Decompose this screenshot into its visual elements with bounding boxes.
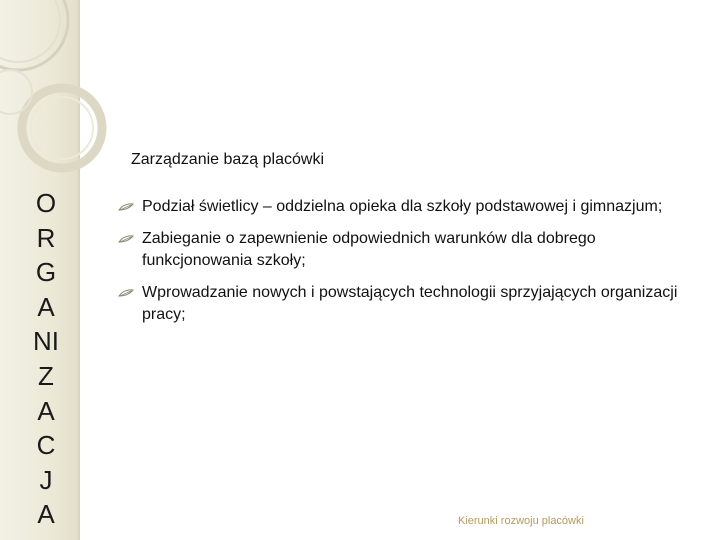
bullet-item: [118, 282, 678, 326]
vertical-letter: A: [37, 499, 55, 530]
bullet-text: Podział świetlicy – oddzielna opieka dla szkoły podstawowej i gimnazjum;: [142, 198, 663, 215]
vertical-word-organizacja: [24, 186, 68, 532]
vertical-letter: Z: [38, 360, 54, 391]
bullet-text: Wprowadzanie nowych i powstających technologii sprzyjających organizacji pracy;: [142, 284, 678, 323]
vertical-letter: G: [35, 257, 57, 288]
footer-text: Kierunki rozwoju placówki: [458, 515, 584, 527]
bullet-item: [118, 196, 678, 218]
vertical-letter: A: [37, 395, 55, 426]
vertical-letter: J: [39, 464, 53, 495]
vertical-letter: A: [37, 291, 55, 322]
bullet-text: Zabieganie o zapewnienie odpowiednich warunków dla dobrego funkcjonowania szkoły;: [142, 230, 596, 269]
leaf-bullet-icon: [118, 234, 134, 244]
vertical-letter: C: [36, 430, 56, 461]
slide-title: Zarządzanie bazą placówki: [131, 151, 324, 168]
vertical-letter: R: [36, 222, 56, 253]
vertical-letter: NI: [33, 326, 59, 357]
leaf-bullet-icon: [118, 288, 134, 298]
bullet-list: [118, 196, 678, 336]
decorative-rings-icon: [0, 0, 160, 200]
bullet-item: [118, 228, 678, 272]
leaf-bullet-icon: [118, 202, 134, 212]
vertical-letter: O: [35, 188, 57, 218]
